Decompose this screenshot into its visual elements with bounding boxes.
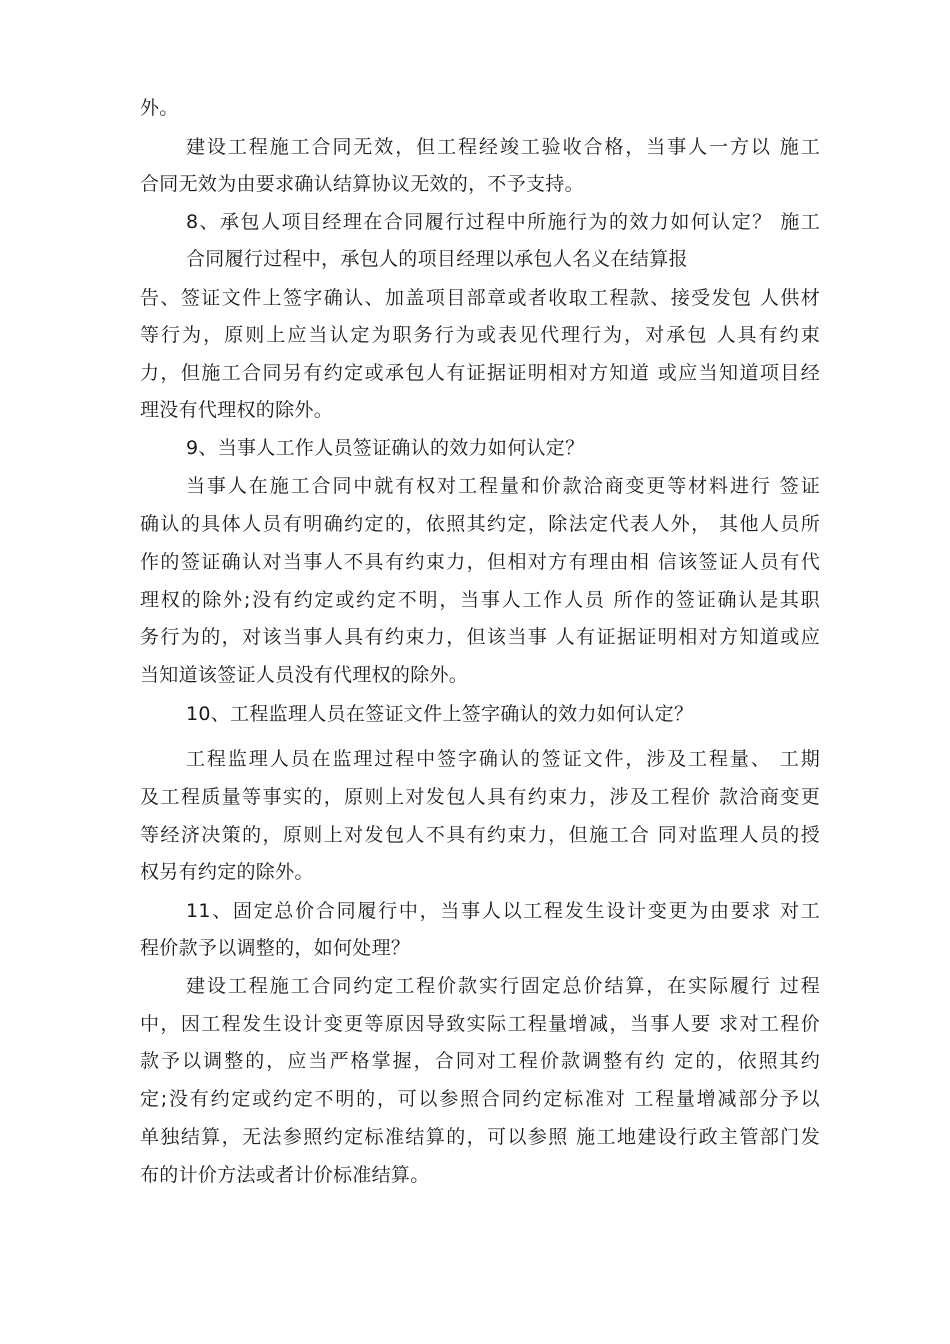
text-line: 建设工程施工合同无效，但工程经竣工验收合格，当事人一方以 施工: [186, 136, 820, 158]
text-line: 外。: [140, 97, 179, 119]
text-line: 作的签证确认对当事人不具有约束力，但相对方有理由相 信该签证人员有代: [140, 551, 820, 573]
text-line: 确认的具体人员有明确约定的，依照其约定，除法定代表人外， 其他人员所: [140, 513, 820, 535]
text-line: 中，因工程发生设计变更等原因导致实际工程量增减，当事人要 求对工程价: [140, 1013, 820, 1035]
text-line: 等经济决策的，原则上对发包人不具有约束力，但施工合 同对监理人员的授: [140, 824, 820, 846]
text-line: 力，但施工合同另有约定或承包人有证据证明相对方知道 或应当知道项目经: [140, 362, 820, 384]
text-line: 合同无效为由要求确认结算协议无效的，不予支持。: [140, 173, 584, 195]
text-line: 单独结算，无法参照约定标准结算的，可以参照 施工地建设行政主管部门发: [140, 1126, 820, 1148]
text-line: 等行为，原则上应当认定为职务行为或表见代理行为，对承包 人具有约束: [140, 324, 820, 346]
text-line: 合同履行过程中，承包人的项目经理以承包人名义在结算报: [186, 248, 688, 270]
text-line: 建设工程施工合同约定工程价款实行固定总价结算，在实际履行 过程: [186, 975, 820, 997]
text-line: 理权的除外;没有约定或约定不明，当事人工作人员 所作的签证确认是其职: [140, 589, 820, 611]
text-line: 务行为的，对该当事人具有约束力，但该当事 人有证据证明相对方知道或应: [140, 626, 820, 648]
text-line: 理没有代理权的除外。: [140, 399, 334, 421]
text-line: 定;没有约定或约定不明的，可以参照合同约定标准对 工程量增减部分予以: [140, 1088, 820, 1110]
section-heading: 11、固定总价合同履行中，当事人以工程发生设计变更为由要求 对工: [186, 900, 820, 922]
text-line: 当事人在施工合同中就有权对工程量和价款洽商变更等材料进行 签证: [186, 475, 820, 497]
text-line: 款予以调整的，应当严格掌握，合同对工程价款调整有约 定的，依照其约: [140, 1050, 820, 1072]
text-line: 告、签证文件上签字确认、加盖项目部章或者收取工程款、接受发包 人供材: [140, 287, 820, 309]
section-heading: 程价款予以调整的，如何处理？: [140, 937, 411, 959]
section-heading: 10、工程监理人员在签证文件上签字确认的效力如何认定？: [186, 703, 694, 725]
text-line: 布的计价方法或者计价标准结算。: [140, 1164, 430, 1186]
text-line: 权另有约定的除外。: [140, 861, 314, 883]
text-line: 及工程质量等事实的，原则上对发包人具有约束力，涉及工程价 款洽商变更: [140, 786, 820, 808]
text-line: 工程监理人员在监理过程中签字确认的签证文件，涉及工程量、 工期: [186, 748, 820, 770]
section-heading: 8、承包人项目经理在合同履行过程中所施行为的效力如何认定？ 施工: [186, 211, 820, 233]
section-heading: 9、当事人工作人员签证确认的效力如何认定？: [186, 437, 585, 459]
text-line: 当知道该签证人员没有代理权的除外。: [140, 664, 469, 686]
